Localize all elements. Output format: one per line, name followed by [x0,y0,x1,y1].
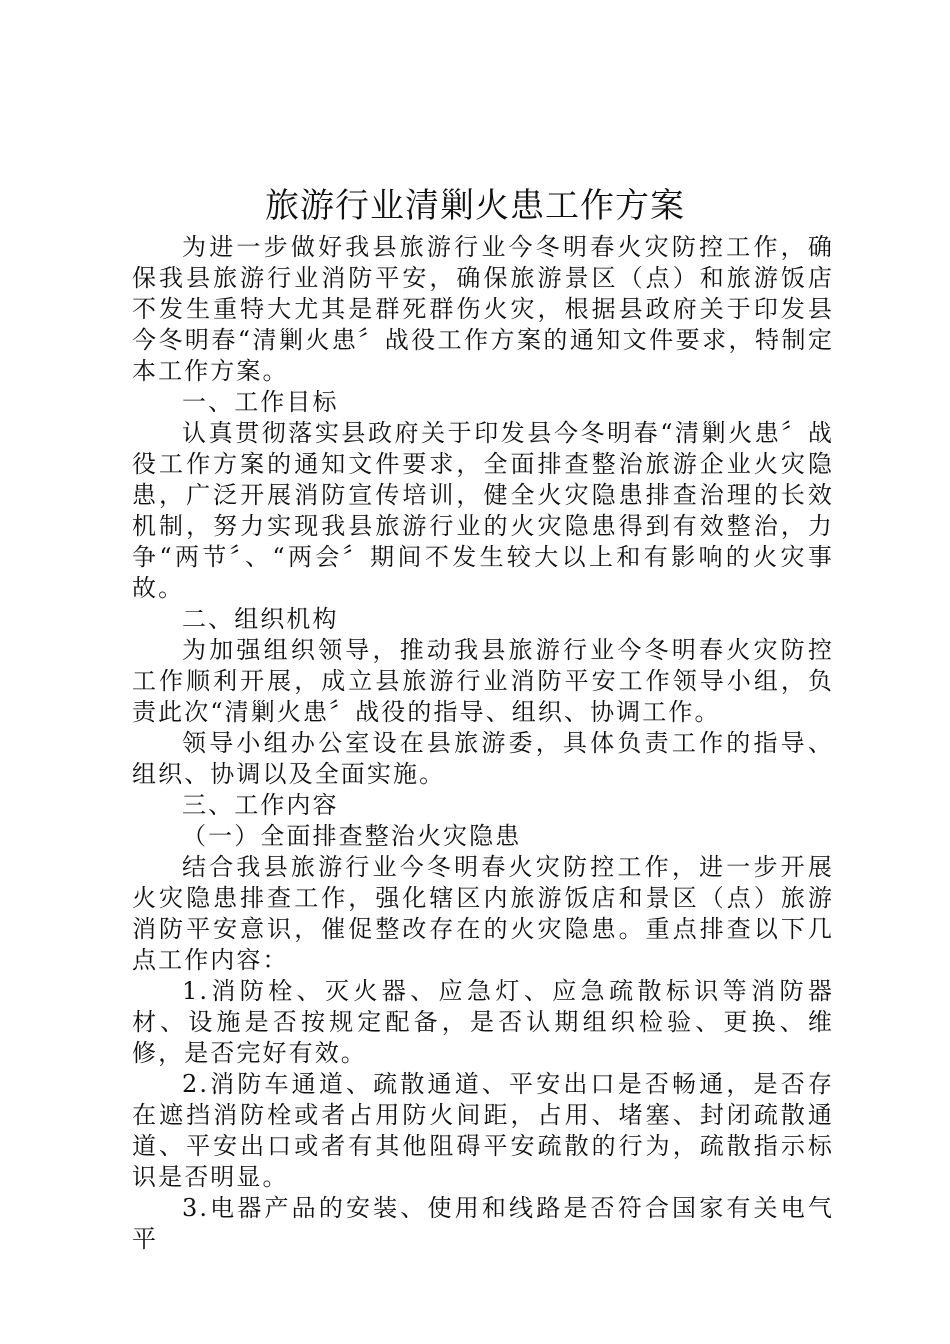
document-title: 旅游行业清剿火患工作方案 [265,186,685,226]
section-heading-organization: 二、组织机构 [182,605,339,633]
organization-paragraph: 为加强组织领导，推动我县旅游行业今冬明春火灾防控工作顺利开展，成立县旅游行业消防平安工作领导小组，负责此次“清剿火患〞战役的指导、组织、协调工作。 [132,636,834,726]
list-item-3: 3.电器产品的安装、使用和线路是否符合国家有关电气平 [132,1194,834,1253]
section-heading-goals: 一、工作目标 [182,388,339,416]
document-body [132,232,834,1255]
list-item-2: 2.消防车通道、疏散通道、平安出口是否畅通，是否存在遮挡消防栓或者占用防火间距，占用、堵塞、封闭疏散通道、平安出口或者有其他阻碍平安疏散的行为，疏散指示标识是否明显。 [132,1070,834,1191]
subsection-heading-inspection: （一）全面排查整治火灾隐患 [182,822,522,850]
inspection-paragraph: 结合我县旅游行业今冬明春火灾防控工作，进一步开展火灾隐患排查工作，强化辖区内旅游饭店和景区（点）旅游消防平安意识，催促整改存在的火灾隐患。重点排查以下几点工作内容： [132,853,834,974]
intro-paragraph: 为进一步做好我县旅游行业今冬明春火灾防控工作，确保我县旅游行业消防平安，确保旅游景区（点）和旅游饭店不发生重特大尤其是群死群伤火灾，根据县政府关于印发县今冬明春“清剿火患〞战役工作方案的通知文件要求，特制定本工作方案。 [132,233,834,385]
list-item-1: 1.消防栓、灭火器、应急灯、应急疏散标识等消防器材、设施是否按规定配备，是否认期组织检验、更换、维修，是否完好有效。 [132,977,834,1067]
office-paragraph: 领导小组办公室设在县旅游委，具体负责工作的指导、组织、协调以及全面实施。 [132,729,834,788]
section-heading-content: 三、工作内容 [182,791,339,819]
goals-paragraph: 认真贯彻落实县政府关于印发县今冬明春“清剿火患〞战役工作方案的通知文件要求，全面排查整治旅游企业火灾隐患，广泛开展消防宣传培训，健全火灾隐患排查治理的长效机制，努力实现我县旅游行业的火灾隐患得到有效整治，力争“两节〞、“两会〞期间不发生较大以上和有影响的火灾事故。 [132,419,834,602]
